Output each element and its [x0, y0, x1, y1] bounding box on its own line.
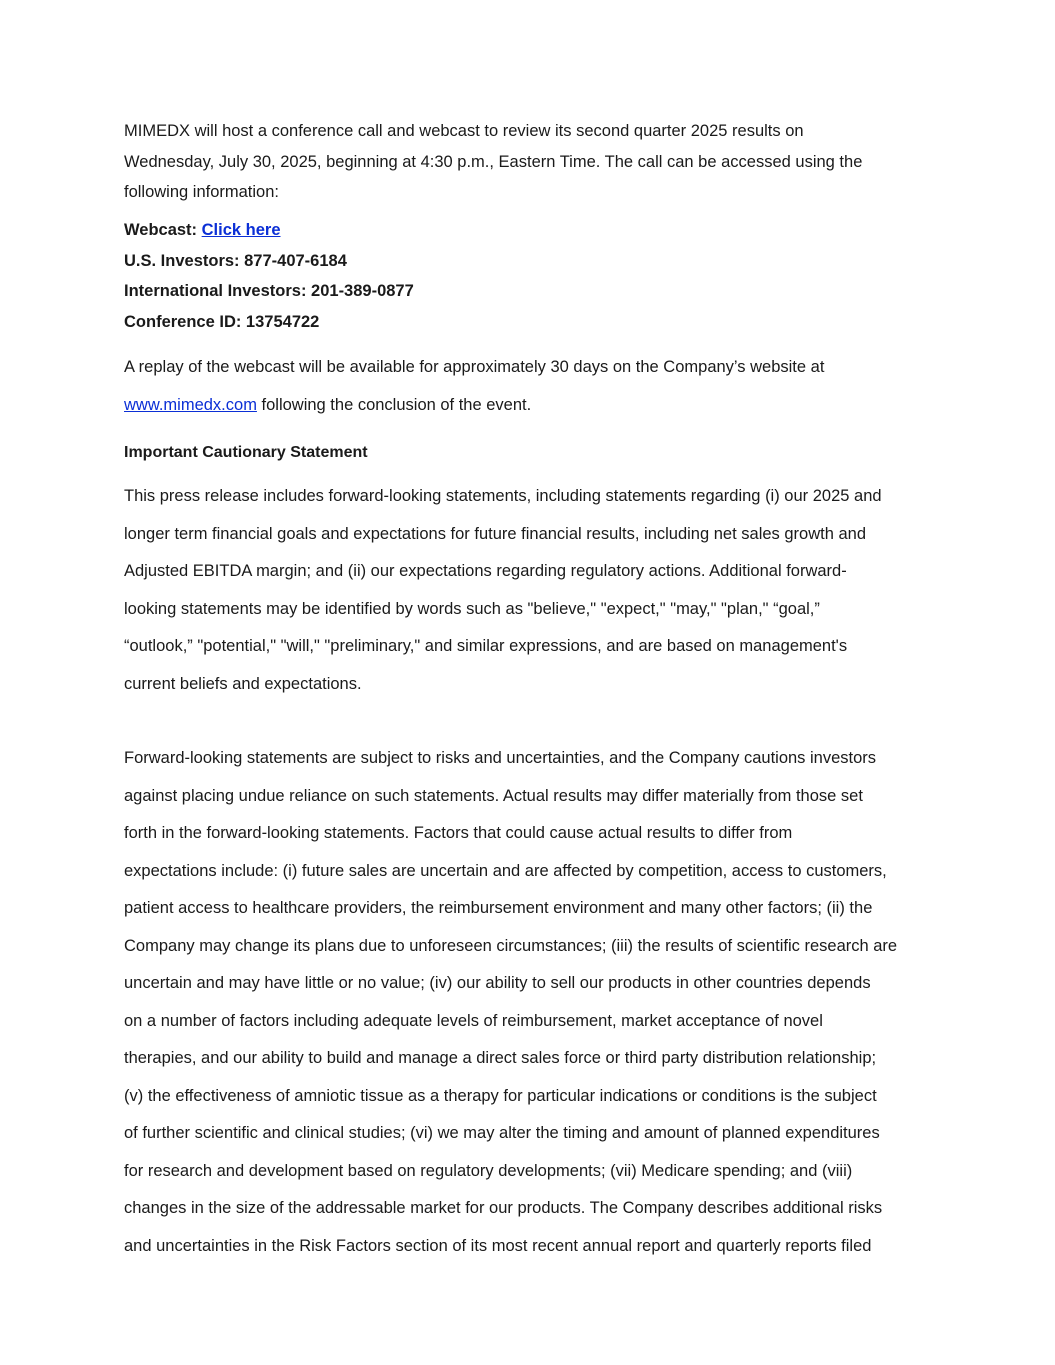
para-line: Company may change its plans due to unforeseen circumstances; (iii) the results of scientific research are [124, 936, 898, 955]
website-link[interactable]: www.mimedx.com [124, 396, 257, 414]
para-line: on a number of factors including adequate levels of reimbursement, market acceptance of novel [124, 1011, 823, 1030]
para-line: patient access to healthcare providers, the reimbursement environment and many other factors; (ii) the [124, 899, 873, 917]
international-investors: International Investors: 201-389-0877 [124, 282, 414, 301]
para-line: uncertain and may have little or no value; (iv) our ability to sell our products in other countries depends [124, 974, 871, 992]
intro-line: following information: [124, 183, 279, 201]
para-line: current beliefs and expectations. [124, 674, 362, 693]
para-line: Adjusted EBITDA margin; and (ii) our expectations regarding regulatory actions. Additional forward- [124, 562, 847, 580]
intro-line: Wednesday, July 30, 2025, beginning at 4:30 p.m., Eastern Time. The call can be accessed using the [124, 152, 863, 171]
replay-line: A replay of the webcast will be available for approximately 30 days on the Company’s website at [124, 358, 825, 376]
us-investors: U.S. Investors: 877-407-6184 [124, 251, 347, 270]
para-line: changes in the size of the addressable market for our products. The Company describes additional risks [124, 1199, 883, 1217]
para-line: (v) the effectiveness of amniotic tissue as a therapy for particular indications or conditions is the subject [124, 1086, 877, 1105]
replay-line-2 [124, 386, 944, 424]
para-line: expectations include: (i) future sales are uncertain and are affected by competition, access to customers, [124, 861, 887, 880]
para-line: and uncertainties in the Risk Factors section of its most recent annual report and quarterly reports filed [124, 1236, 872, 1255]
para-line: longer term financial goals and expectations for future financial results, including net sales growth and [124, 524, 867, 543]
replay-paragraph [124, 348, 944, 424]
para-line: of further scientific and clinical studies; (vi) we may alter the timing and amount of planned expenditures [124, 1124, 880, 1142]
para-line: looking statements may be identified by words such as "believe," "expect," "may," "plan," “goal,” [124, 599, 820, 618]
para-line: Forward-looking statements are subject to risks and uncertainties, and the Company cautions investors [124, 749, 877, 767]
intro-line: MIMEDX will host a conference call and webcast to review its second quarter 2025 results on [124, 122, 804, 140]
cautionary-paragraph-1 [124, 478, 944, 703]
intro-paragraph [124, 116, 944, 208]
cautionary-heading: Important Cautionary Statement [124, 444, 368, 461]
para-line: therapies, and our ability to build and manage a direct sales force or third party distribution relationship; [124, 1049, 877, 1067]
webcast-row [124, 215, 944, 246]
replay-rest: following the conclusion of the event. [256, 396, 532, 414]
para-line: forth in the forward-looking statements. Factors that could cause actual results to differ from [124, 824, 793, 842]
cautionary-paragraph-2 [124, 740, 944, 1265]
para-line: “outlook,” "potential," "will," "preliminary," and similar expressions, and are based on management's [124, 637, 848, 655]
para-line: against placing undue reliance on such statements. Actual results may differ materially from those set [124, 786, 863, 805]
conference-id: Conference ID: 13754722 [124, 312, 320, 331]
webcast-link[interactable]: Click here [201, 221, 281, 239]
para-line: for research and development based on regulatory developments; (vii) Medicare spending; and (viii) [124, 1161, 853, 1180]
webcast-label: Webcast: [124, 221, 202, 239]
para-line: This press release includes forward-looking statements, including statements regarding (i) our 2025 and [124, 487, 882, 505]
contact-info [124, 215, 944, 337]
